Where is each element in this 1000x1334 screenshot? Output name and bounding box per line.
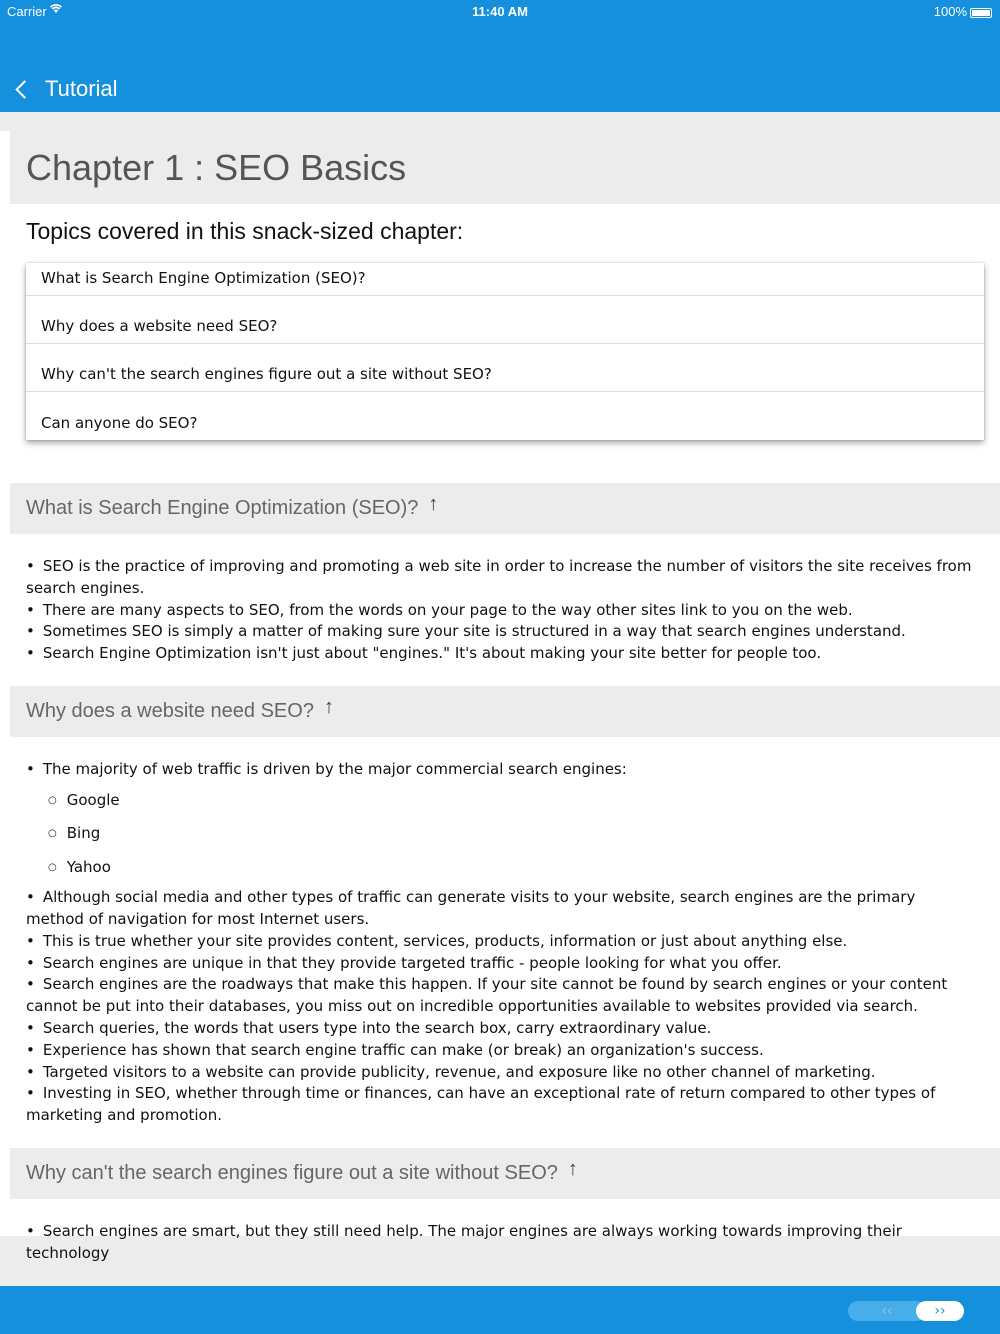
section-title: Why can't the search engines figure out a site without SEO? [26,1162,558,1185]
section-header [10,483,1000,534]
bullet-item [26,1040,976,1062]
section-bullets [0,759,1000,1127]
arrow-up-icon[interactable]: ↑ [567,1158,578,1181]
sub-item: ○ Yahoo [48,852,976,886]
bullet-item [26,887,976,931]
navigation-bar [0,0,1000,112]
topics-list [26,263,984,440]
bullet-text: Investing in SEO, whether through time or finances, can have an exceptional rate of return compared to other types of marketing and promotion. [26,1084,936,1125]
search-engine-list [26,785,976,886]
carrier-label: Carrier [7,4,47,19]
chapter-title: Chapter 1 : SEO Basics [26,147,407,188]
bullet-text: SEO is the practice of improving and promoting a web site in order to increase the number of visitors the site receives from search engines. [26,557,972,597]
sub-item: ○ Bing [48,818,976,852]
bullet-text: Sometimes SEO is simply a matter of making sure your site is structured in a way that search engines understand. [42,622,906,641]
back-button-label: Tutorial [45,76,118,101]
topics-heading: Topics covered in this snack-sized chapter: [26,218,464,244]
sub-item: ○ Google [48,785,976,819]
bullet-item [26,600,976,622]
section-bullets [0,1221,1000,1265]
bullet-text: The majority of web traffic is driven by the major commercial search engines: [42,759,627,778]
bullet-text: This is true whether your site provides content, services, products, information or just about anything else. [42,931,848,950]
next-chapter-button[interactable]: ›› [916,1301,964,1321]
bullet-item [26,1062,976,1084]
status-bar [0,2,1000,20]
arrow-up-icon[interactable]: ↑ [323,695,334,718]
bullet-item [26,974,976,1018]
bullet-item [26,759,976,885]
section-title: Why does a website need SEO? [26,699,314,722]
topic-link[interactable]: Why can't the search engines figure out a site without SEO? [26,344,984,392]
arrow-up-icon[interactable]: ↑ [428,493,439,515]
back-button[interactable] [14,74,118,104]
bullet-item [26,643,976,665]
bullet-text: Targeted visitors to a website can provide publicity, revenue, and exposure like no other channel of marketing. [42,1062,876,1081]
chevron-left-icon [15,80,33,98]
topic-link[interactable]: What is Search Engine Optimization (SEO)? [26,263,984,296]
bullet-item [26,621,976,643]
bullet-item [26,1221,976,1265]
section-header [10,686,1000,737]
topic-link[interactable]: Can anyone do SEO? [41,414,198,432]
bullet-text: Although social media and other types of traffic can generate visits to your website, search engines are the primary method of navigation for most Internet users. [26,888,916,929]
previous-chapter-button[interactable]: ‹‹ [848,1301,926,1321]
bullet-text: Search queries, the words that users type into the search box, carry extraordinary value. [42,1019,712,1038]
bullet-item [26,953,976,975]
bullet-text: Search engines are unique in that they provide targeted traffic - people looking for what you offer. [42,953,782,972]
bullet-item [26,931,976,953]
bullet-text: Search Engine Optimization isn't just about "engines." It's about making your site better for people too. [42,644,822,663]
clock: 11:40 AM [472,4,528,19]
topic-link[interactable]: Why does a website need SEO? [26,296,984,344]
battery-percent: 100% [933,4,967,19]
chapter-content[interactable] [0,131,1000,1262]
battery-icon [970,8,992,18]
bullet-text: Experience has shown that search engine traffic can make (or break) an organization's success. [42,1040,764,1059]
section-header [10,1148,1000,1199]
battery-indicator [934,4,992,19]
bullet-item [26,556,976,600]
bullet-text: Search engines are the roadways that make this happen. If your site cannot be found by search engines or your content cannot be put into their databases, you miss out on incredible opportunities available to websites provided via search. [26,975,948,1016]
bullet-text: Search engines are smart, but they still need help. The major engines are always working towards improving their technology [26,1222,902,1262]
bullet-text: There are many aspects to SEO, from the words on your page to the way other sites link to you on the web. [42,600,853,619]
section-bullets [0,556,1000,665]
chapter-header [10,131,1000,204]
section-title: What is Search Engine Optimization (SEO)? [26,497,419,519]
bullet-item [26,1018,976,1040]
bullet-item [26,1083,976,1127]
